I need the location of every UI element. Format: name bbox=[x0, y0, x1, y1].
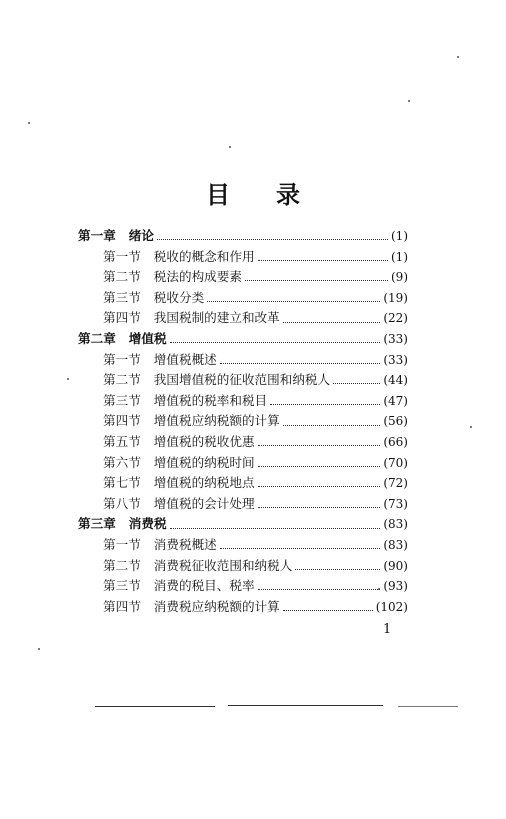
toc-dot-leader bbox=[170, 341, 381, 343]
toc-chapter-entry[interactable] bbox=[78, 329, 408, 350]
toc-entry-page: (83) bbox=[383, 517, 408, 532]
toc-dot-leader bbox=[258, 444, 381, 446]
toc-entry-number: 第三节 bbox=[103, 578, 141, 594]
toc-entry-title: 消费税应纳税额的计算 bbox=[153, 598, 280, 614]
toc-entry-page: (70) bbox=[383, 455, 408, 470]
toc-entry-title: 增值税的纳税时间 bbox=[153, 454, 255, 470]
toc-entry-page: (33) bbox=[383, 331, 408, 346]
toc-entry-page: (1) bbox=[391, 249, 408, 264]
toc-section-entry[interactable] bbox=[78, 494, 408, 515]
toc-section-entry[interactable] bbox=[78, 391, 408, 412]
toc-dot-leader bbox=[258, 588, 381, 590]
toc-entry-title: 增值税的纳税地点 bbox=[153, 475, 255, 491]
toc-entry-number: 第二节 bbox=[103, 557, 141, 573]
toc-entry-title: 税法的构成要素 bbox=[153, 269, 242, 285]
page-number: 1 bbox=[383, 622, 392, 637]
toc-entry-page: (66) bbox=[383, 434, 408, 449]
toc-entry-number: 第一节 bbox=[103, 351, 141, 367]
toc-entry-number: 第一节 bbox=[103, 248, 141, 264]
toc-entry-number: 第八节 bbox=[103, 495, 141, 511]
toc-dot-leader bbox=[258, 465, 381, 467]
toc-dot-leader bbox=[258, 259, 388, 261]
toc-entry-title: 消费税征收范围和纳税人 bbox=[153, 557, 293, 573]
toc-section-entry[interactable] bbox=[78, 308, 408, 329]
scan-speck bbox=[457, 56, 459, 58]
toc-entry-page: (1) bbox=[391, 229, 408, 243]
toc-entry-number: 第二节 bbox=[103, 269, 141, 285]
toc-dot-leader bbox=[333, 382, 380, 384]
toc-section-entry[interactable] bbox=[78, 288, 408, 309]
toc-entry-page: (83) bbox=[383, 537, 408, 552]
toc-entry-page: (22) bbox=[383, 311, 408, 326]
toc-dot-leader bbox=[283, 321, 381, 323]
toc-section-entry[interactable] bbox=[78, 432, 408, 453]
toc-section-entry[interactable] bbox=[78, 473, 408, 494]
toc-entry-title: 增值税 bbox=[128, 330, 167, 346]
toc-chapter-entry[interactable] bbox=[78, 514, 408, 535]
toc-entry-page: (72) bbox=[383, 476, 408, 491]
toc-entry-number: 第三章 bbox=[78, 516, 116, 532]
scan-speck bbox=[28, 122, 30, 124]
scan-speck bbox=[229, 146, 231, 148]
toc-dot-leader bbox=[220, 362, 381, 364]
toc-entry-title: 增值税应纳税额的计算 bbox=[153, 413, 280, 429]
toc-entry-page: (93) bbox=[383, 579, 408, 594]
toc-section-entry[interactable] bbox=[78, 556, 408, 577]
toc-section-entry[interactable] bbox=[78, 247, 408, 268]
toc-entry-page: (102) bbox=[375, 599, 408, 614]
page-title bbox=[0, 175, 506, 209]
toc-dot-leader bbox=[245, 279, 388, 281]
toc-dot-leader bbox=[157, 238, 388, 240]
toc-section-entry[interactable] bbox=[78, 576, 408, 597]
toc-entry-number: 第二节 bbox=[103, 372, 141, 388]
toc-entry-title: 绪论 bbox=[128, 228, 154, 243]
toc-section-entry[interactable] bbox=[78, 350, 408, 371]
toc-entry-title: 税收分类 bbox=[153, 289, 205, 305]
toc-entry-number: 第四节 bbox=[103, 310, 141, 326]
toc-entry-page: (47) bbox=[383, 393, 408, 408]
toc-entry-number: 第二章 bbox=[78, 330, 116, 346]
toc-entry-title: 消费税概述 bbox=[153, 536, 217, 552]
toc-entry-page: (73) bbox=[383, 496, 408, 511]
toc-section-entry[interactable] bbox=[78, 370, 408, 391]
toc-entry-page: (90) bbox=[383, 558, 408, 573]
toc-entry-number: 第四节 bbox=[103, 598, 141, 614]
toc-section-entry[interactable] bbox=[78, 597, 408, 618]
toc-entry-number: 第一节 bbox=[103, 536, 141, 552]
scan-speck bbox=[470, 426, 472, 428]
bottom-rule bbox=[398, 706, 458, 707]
toc-dot-leader bbox=[258, 506, 381, 508]
toc-entry-number: 第五节 bbox=[103, 433, 141, 449]
toc-dot-leader bbox=[170, 527, 381, 529]
toc-entry-number: 第七节 bbox=[103, 475, 141, 491]
toc-section-entry[interactable] bbox=[78, 535, 408, 556]
toc-dot-leader bbox=[220, 547, 381, 549]
toc-entry-title: 消费的税目、税率 bbox=[153, 578, 255, 594]
toc-section-entry[interactable] bbox=[78, 267, 408, 288]
toc-section-entry[interactable] bbox=[78, 453, 408, 474]
toc-dot-leader bbox=[258, 485, 381, 487]
title-char-1: 目 bbox=[206, 180, 230, 209]
toc-entry-title: 税收的概念和作用 bbox=[153, 248, 255, 264]
toc-entry-page: (44) bbox=[383, 373, 408, 388]
toc-entry-title: 增值税的税收优惠 bbox=[153, 433, 255, 449]
toc-entry-title: 我国增值税的征收范围和纳税人 bbox=[153, 372, 331, 388]
toc-chapter-entry[interactable] bbox=[78, 226, 408, 247]
toc-entry-number: 第六节 bbox=[103, 454, 141, 470]
toc-entry-page: (9) bbox=[391, 270, 408, 285]
toc-entry-title: 增值税的会计处理 bbox=[153, 495, 255, 511]
toc-entry-page: (19) bbox=[383, 290, 408, 305]
toc-entry-number: 第一章 bbox=[78, 228, 116, 243]
toc-dot-leader bbox=[207, 300, 380, 302]
bottom-rule bbox=[228, 705, 383, 706]
toc-entry-title: 我国税制的建立和改革 bbox=[153, 310, 280, 326]
toc-entry-page: (56) bbox=[383, 414, 408, 429]
bottom-rule bbox=[95, 706, 215, 707]
scan-speck bbox=[38, 648, 40, 650]
toc-dot-leader bbox=[270, 403, 380, 405]
toc-entry-number: 第三节 bbox=[103, 392, 141, 408]
toc-entry-number: 第三节 bbox=[103, 289, 141, 305]
table-of-contents bbox=[78, 226, 408, 617]
toc-entry-title: 增值税的税率和税目 bbox=[153, 392, 268, 408]
scan-speck bbox=[67, 378, 69, 380]
toc-entry-page: (33) bbox=[383, 352, 408, 367]
toc-dot-leader bbox=[283, 609, 373, 611]
toc-entry-number: 第四节 bbox=[103, 413, 141, 429]
toc-dot-leader bbox=[295, 568, 380, 570]
toc-section-entry[interactable] bbox=[78, 411, 408, 432]
toc-dot-leader bbox=[283, 424, 381, 426]
scan-speck bbox=[408, 100, 410, 102]
toc-entry-title: 消费税 bbox=[128, 516, 167, 532]
toc-entry-title: 增值税概述 bbox=[153, 351, 217, 367]
title-char-2: 录 bbox=[276, 180, 300, 209]
